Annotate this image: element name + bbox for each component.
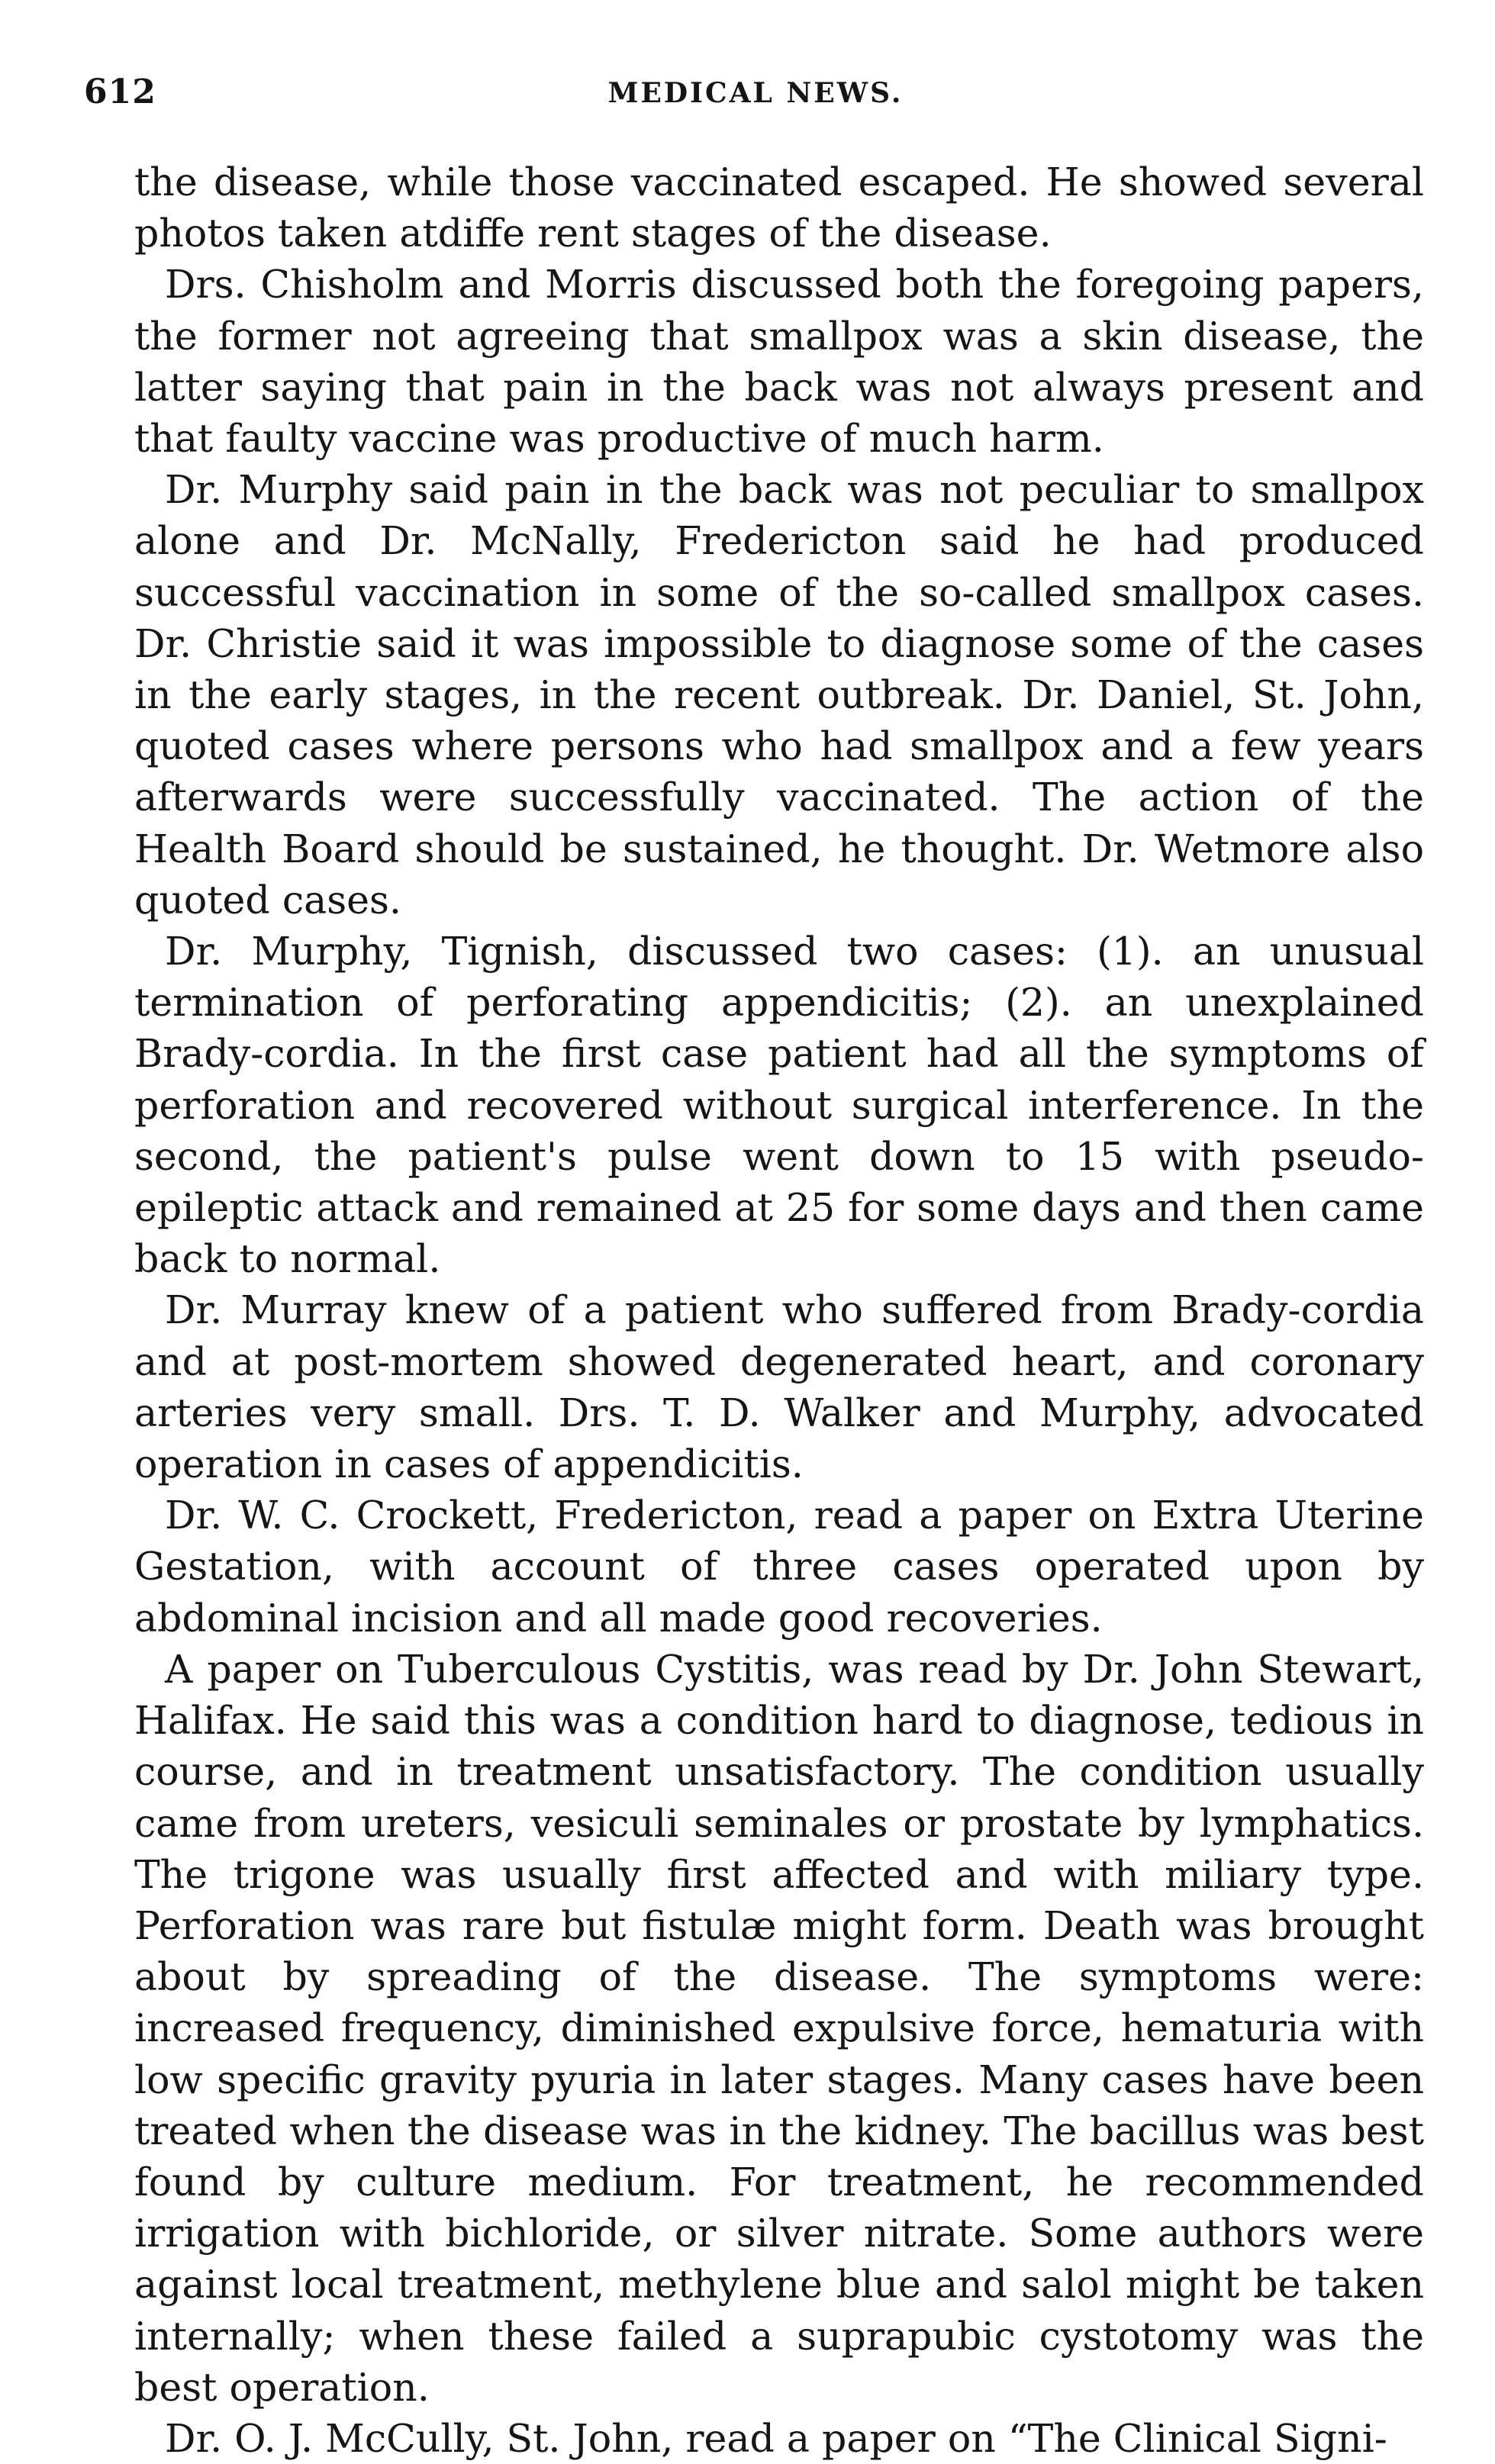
paragraph-continuation: the disease, while those vaccinated escaped. He showed several photos taken atdiffe rent stages of the disease. — [134, 159, 1424, 256]
article-body — [134, 156, 1424, 2464]
running-head: MEDICAL NEWS. — [607, 77, 904, 109]
paragraph-mccully: Dr. O. J. McCully, St. John, read a paper on “The Clinical Signi- — [165, 2415, 1387, 2461]
paragraph-crockett: Dr. W. C. Crockett, Fredericton, read a paper on Extra Uterine Gestation, with account of three cases operated upon by abdominal incision and all made good recoveries. — [134, 1493, 1424, 1641]
page-number: 612 — [84, 72, 156, 111]
paragraph-murphy-tignish: Dr. Murphy, Tignish, discussed two cases: (1). an unusual termination of perforating appendicitis; (2). an unexplained Brady-cordia. In the first case patient had all the symptoms of perforation and recovered without surgical interference. In the second, the patient's pulse went down to 15 with pseudo-epileptic attack and remained at 25 for some days and then came back to normal. — [134, 929, 1424, 1282]
paragraph-murphy-mcnally: Dr. Murphy said pain in the back was not peculiar to smallpox alone and Dr. McNally, Fredericton said he had produced successful vaccination in some of the so-called smallpox cases. Dr. Christie said it was impossible to diagnose some of the cases in the early stages, in the recent outbreak. Dr. Daniel, St. John, quoted cases where persons who had smallpox and a few years afterwards were successfully vaccinated. The action of the Health Board should be sustained, he thought. Dr. Wetmore also quoted cases. — [134, 467, 1424, 923]
paragraph-chisholm-morris: Drs. Chisholm and Morris discussed both the foregoing papers, the former not agreeing that smallpox was a skin disease, the latter saying that pain in the back was not always present and that faulty vaccine was productive of much harm. — [134, 262, 1424, 462]
paragraph-murray: Dr. Murray knew of a patient who suffered from Brady-cordia and at post-mortem showed degenerated heart, and coronary arteries very small. Drs. T. D. Walker and Murphy, advocated operation in cases of appendicitis. — [134, 1287, 1424, 1487]
page-header — [84, 72, 1427, 126]
paragraph-tuberculous-cystitis: A paper on Tuberculous Cystitis, was read by Dr. John Stewart, Halifax. He said this was a condition hard to diagnose, tedious in course, and in treatment unsatisfactory. The condition usually came from ureters, vesiculi seminales or prostate by lymphatics. The trigone was usually first affected and with miliary type. Perforation was rare but fistulæ might form. Death was brought about by spreading of the disease. The symptoms were: increased frequency, diminished expulsive force, hematuria with low specific gravity pyuria in later stages. Many cases have been treated when the disease was in the kidney. The bacillus was best found by culture medium. For treatment, he recommended irrigation with bichloride, or silver nitrate. Some authors were against local treatment, methylene blue and salol might be taken internally; when these failed a suprapubic cystotomy was the best operation. — [134, 1646, 1424, 2410]
